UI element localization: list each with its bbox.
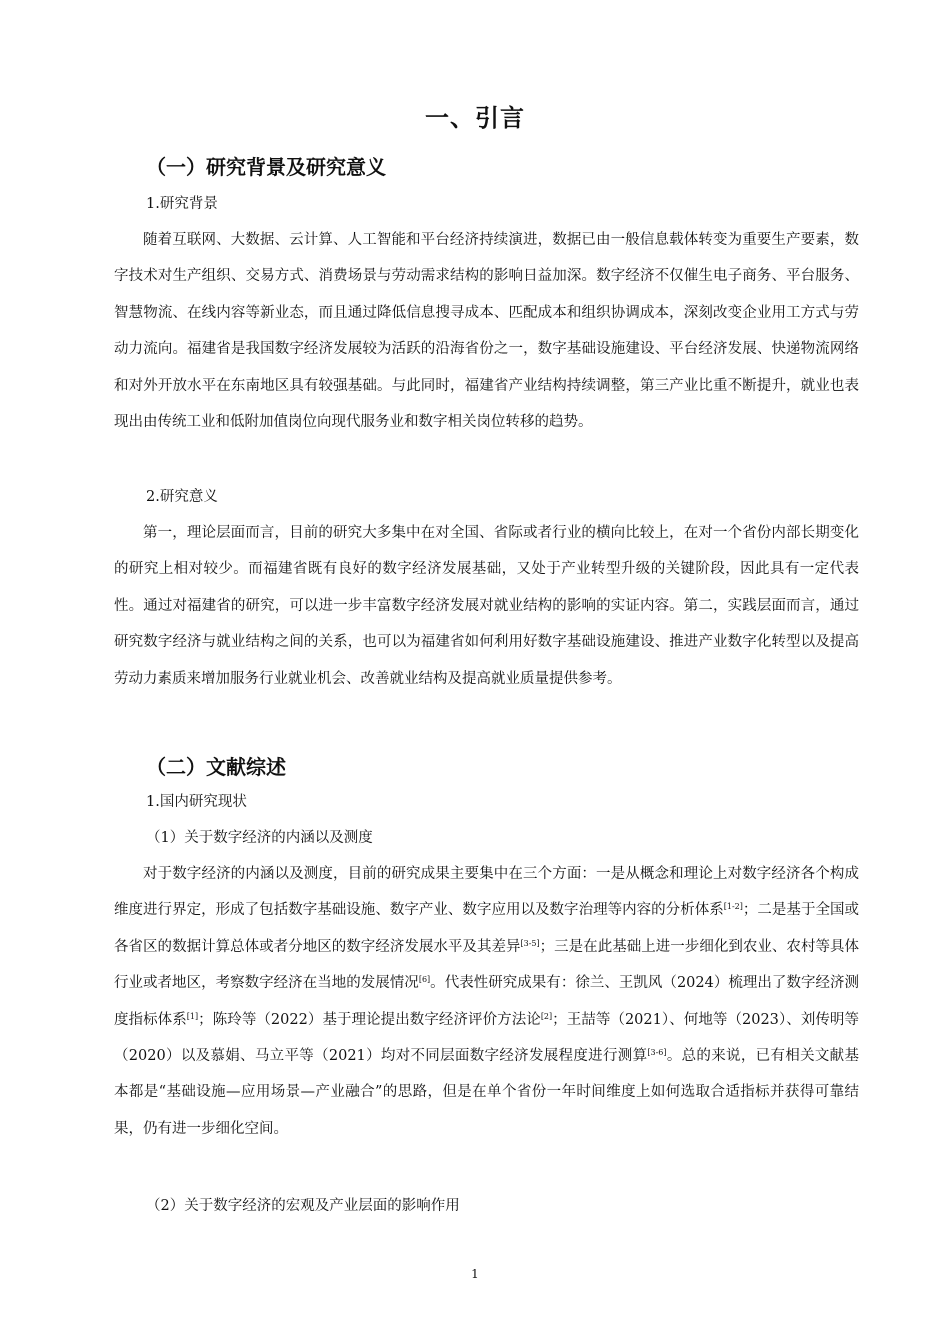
page-number: 1 — [471, 1267, 479, 1281]
paragraph-research-significance: 第一，理论层面而言，目前的研究大多集中在对全国、省际或者行业的横向比较上，在对一个省份内部长期变化的研究上相对较少。而福建省既有良好的数字经济发展基础，又处于产业转型升级的关键阶段，因此具有一定代表性。通过对福建省的研究，可以进一步丰富数字经济发展对就业结构的影响的实证内容。第二，实践层面而言，通过研究数字经济与就业结构之间的关系，也可以为福建省如何利用好数字基础设施建设、推进产业数字化转型以及提高劳动力素质来增加服务行业就业机会、改善就业结构及提高就业质量提供参考。 — [114, 525, 859, 687]
section-heading-literature-review: （二）文献综述 — [146, 755, 286, 779]
subsubsection-connotation-measurement: （1）关于数字经济的内涵以及测度 — [146, 830, 373, 846]
subsection-research-significance: 2.研究意义 — [146, 489, 218, 505]
subsubsection-macro-industry-impact: （2）关于数字经济的宏观及产业层面的影响作用 — [146, 1198, 460, 1214]
text-run: ；二是基于全国或各省区的数据计算总体或者分地区的数字经济发展水平及其差异 — [114, 902, 859, 955]
citation: [6] — [418, 975, 431, 985]
citation: [1-2] — [723, 902, 743, 912]
citation: [3-5] — [520, 938, 540, 948]
text-run: ；三是在此基础上进一步细化到农业、农村等具体行业或者地区，考察数字经济在当地的发展情况 — [114, 938, 859, 992]
text-run: ；陈玲等（2022）基于理论提出数字经济评价方法论 — [198, 1011, 541, 1028]
subsection-domestic-research: 1.国内研究现状 — [146, 794, 247, 810]
subsection-research-background: 1.研究背景 — [146, 196, 218, 212]
citation: [3-6] — [647, 1048, 667, 1058]
chapter-title: 一、引言 — [425, 104, 525, 132]
text-run: ；王喆等（2021）、何地等（2023）、刘传明等（2020）以及慕娟、马立平等（2021）均对不同层面数字经济发展程度进行测算 — [114, 1011, 859, 1065]
citation: [1] — [186, 1011, 199, 1021]
text-run: 。总的来说，已有相关文献基本都是“基础设施—应用场景—产业融合”的思路，但是在单个省份一年时间维度上如何选取合适指标并获得可靠结果，仍有进一步细化空间。 — [114, 1048, 859, 1137]
paragraph-literature-measurement — [114, 856, 859, 1147]
section-heading-background: （一）研究背景及研究意义 — [146, 155, 386, 179]
paragraph-research-background: 随着互联网、大数据、云计算、人工智能和平台经济持续演进，数据已由一般信息载体转变为重要生产要素，数字技术对生产组织、交易方式、消费场景与劳动需求结构的影响日益加深。数字经济不仅催生电子商务、平台服务、智慧物流、在线内容等新业态，而且通过降低信息搜寻成本、匹配成本和组织协调成本，深刻改变企业用工方式与劳动力流向。福建省是我国数字经济发展较为活跃的沿海省份之一，数字基础设施建设、平台经济发展、快递物流网络和对外开放水平在东南地区具有较强基础。与此同时，福建省产业结构持续调整，第三产业比重不断提升，就业也表现出由传统工业和低附加值岗位向现代服务业和数字相关岗位转移的趋势。 — [114, 232, 859, 431]
text-run: 对于数字经济的内涵以及测度，目前的研究成果主要集中在三个方面：一是从概念和理论上对数字经济各个构成维度进行界定，形成了包括数字基础设施、数字产业、数字应用以及数字治理等内容的分析体系 — [114, 866, 859, 919]
citation: [2] — [540, 1011, 553, 1021]
text-run: 。代表性研究成果有：徐兰、王凯风（2024）梳理出了数字经济测度指标体系 — [114, 975, 859, 1028]
